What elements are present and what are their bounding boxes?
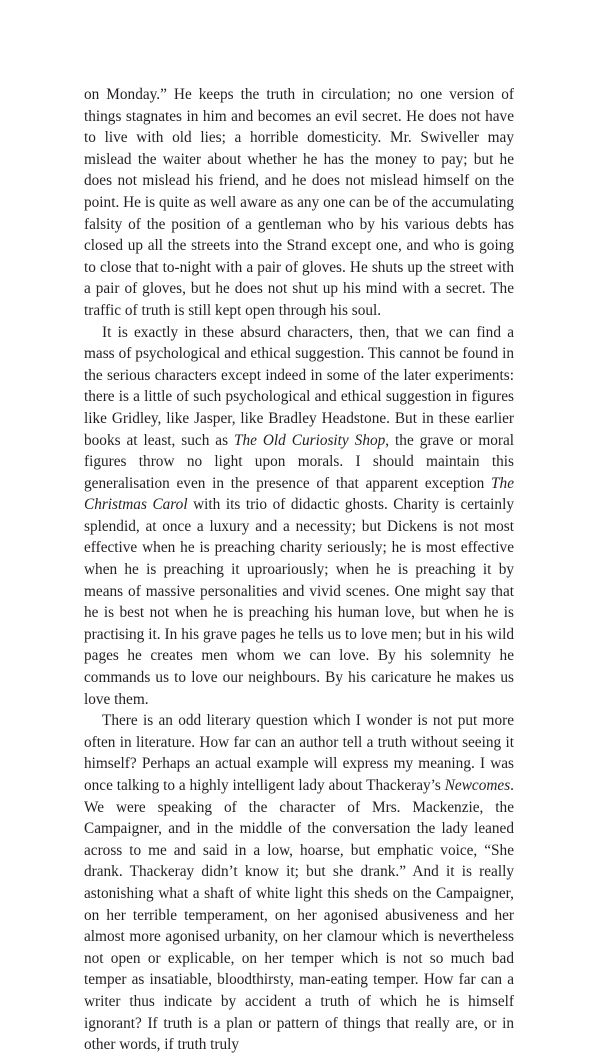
paragraph-3-text-b: . We were speaking of the character of Mrs. Mackenzie, the Campaigner, and in the middle of the conversation the lady leaned across to me and said in a low, hoarse, but emphatic voice, “She drank. Thackeray didn’t know it; but she drank.” And it is really astonishing what a shaft of white light this sheds on the Campaigner, on her terrible temperament, on her agonised abusiveness and her almost more agonised urbanity, on her clamour which is nevertheless not open or explicable, on her temper which is not so much bad temper as insatiable, bloodthirsty, man-eating temper. How far can a writer thus indicate by accident a truth of which he is himself ignorant? If truth is a plan or pattern of things that really are, or in other words, if truth truly	[84, 777, 514, 1054]
paragraph-3-text-a: There is an odd literary question which I wonder is not put more often in literature. How far can an author tell a truth without seeing it himself? Perhaps an actual example will express my meaning. I was once talking to a highly intelligent lady about Thackeray’s	[84, 712, 514, 794]
paragraph-3	[84, 710, 514, 1056]
book-title-old-curiosity-shop: The Old Curiosity Shop	[233, 431, 386, 449]
paragraph-2-text-a: It is exactly in these absurd characters, then, that we can find a mass of psychological and ethical suggestion. This cannot be found in the serious characters except indeed in some of the later experiments: there is a little of such psychological and ethical suggestion in figures like Gridley, like Jasper, like Bradley Headstone. But in these earlier books at least, such as	[84, 323, 514, 449]
paragraph-1-text: on Monday.” He keeps the truth in circulation; no one version of things stagnates in him and becomes an evil secret. He does not have to live with old lies; a horrible domesticity. Mr. Swiveller may mislead the waiter about whether he has the money to pay; but he does not mislead his friend, and he does not mislead himself on the point. He is quite as well aware as any one can be of the accumulating falsity of the position of a gentleman who by his various debts has closed up all the streets into the Strand except one, and who is going to close that to-night with a pair of gloves. He shuts up the street with a pair of gloves, but he does not shut up his mind with a secret. The traffic of truth is still kept open through his soul.	[84, 86, 514, 319]
paragraph-2-text-c: with its trio of didactic ghosts. Charity is certainly splendid, at once a luxury and a necessity; but Dickens is not most effective when he is preaching charity seriously; he is most effective when he is preaching it uproariously; when he is preaching it by means of massive personalities and vivid scenes. One might say that he is best not when he is preaching his human love, but when he is practising it. In his grave pages he tells us to love men; but in his wild pages he creates men whom we can love. By his solemnity he commands us to love our neighbours. By his caricature he makes us love them.	[84, 496, 514, 708]
paragraph-2-text-b: , the grave or moral figures throw no light upon morals. I should maintain this generalisation even in the presence of that apparent exception	[84, 431, 514, 492]
book-title-newcomes: Newcomes	[444, 777, 511, 794]
book-title-christmas-carol: The Christmas Carol	[84, 474, 514, 514]
paragraph-2	[84, 322, 514, 711]
paragraph-1	[84, 84, 514, 322]
